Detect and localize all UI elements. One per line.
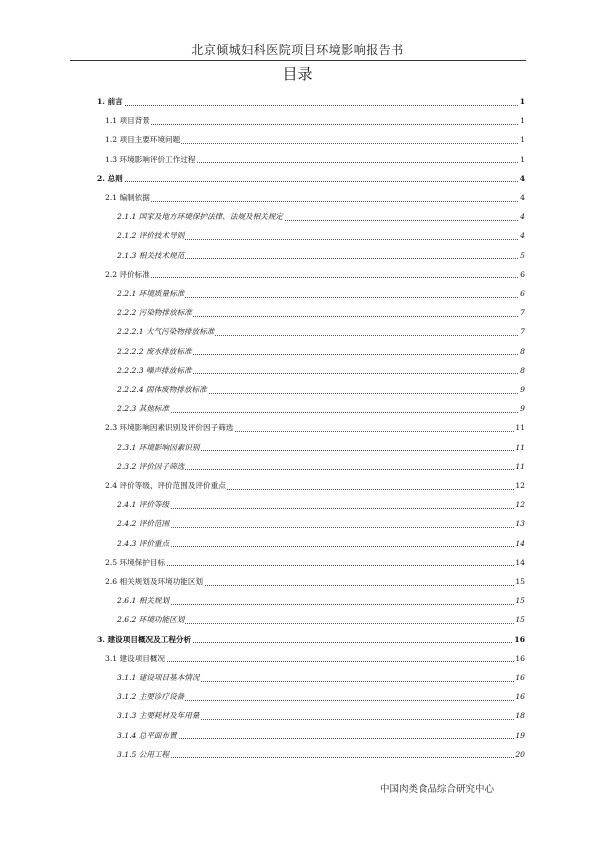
toc-entry[interactable] xyxy=(0,499,595,513)
toc-entry[interactable] xyxy=(0,346,595,360)
toc-entry[interactable] xyxy=(0,326,595,340)
toc-dot-leader xyxy=(96,105,520,106)
toc-entry-label: 2.6.2 环境功能区划 xyxy=(117,615,185,625)
toc-entry-label: 1. 前言 xyxy=(97,97,123,106)
toc-entry[interactable] xyxy=(0,749,595,763)
toc-entry-page: 5 xyxy=(520,250,525,260)
toc-entry-page: 11 xyxy=(515,442,525,452)
toc-entry[interactable] xyxy=(0,595,595,609)
toc-entry-page: 12 xyxy=(515,500,525,510)
toc-title: 目录 xyxy=(282,65,313,83)
toc-entry-label: 2.1.3 相关技术规范 xyxy=(117,250,185,260)
toc-entry[interactable] xyxy=(0,250,595,264)
toc-entry-page: 8 xyxy=(520,365,525,375)
toc-entry-label: 2.3.1 环境影响因素识别 xyxy=(117,442,200,452)
toc-entry-page: 19 xyxy=(515,730,525,740)
toc-entry[interactable] xyxy=(0,230,595,244)
toc-entry-page: 14 xyxy=(515,557,525,567)
toc-entry-label: 2.1 编制依据 xyxy=(105,193,150,202)
toc-dot-leader xyxy=(96,181,520,182)
toc-entry-page: 11 xyxy=(515,423,525,433)
toc-entry[interactable] xyxy=(0,691,595,705)
toc-entry-page: 16 xyxy=(515,653,525,663)
toc-dot-leader xyxy=(104,201,520,202)
toc-entry-label: 2. 总则 xyxy=(97,173,123,183)
toc-entry-page: 11 xyxy=(515,461,525,471)
toc-entry[interactable] xyxy=(0,634,595,648)
toc-entry-label: 2.1.2 评价技术导则 xyxy=(117,231,185,241)
toc-entry-label: 2.4 评价等级、评价范围及评价重点 xyxy=(105,481,226,490)
toc-entry-label: 2.4.2 评价范围 xyxy=(117,519,170,529)
toc-entry-label: 1.2 项目主要环境问题 xyxy=(105,135,181,145)
toc-entry[interactable] xyxy=(0,211,595,225)
toc-entry-label: 3.1.1 建设项目基本情况 xyxy=(117,673,200,682)
toc-entry-label: 1.1 项目背景 xyxy=(105,116,150,126)
toc-entry-page: 15 xyxy=(515,615,525,625)
toc-entry-page: 9 xyxy=(520,385,525,394)
toc-entry-label: 2.4.1 评价等级 xyxy=(117,500,170,510)
toc-dot-leader xyxy=(116,412,520,413)
toc-entry-label: 2.6.1 相关规划 xyxy=(117,596,170,606)
footer-organization: 中国肉类食品综合研究中心 xyxy=(380,784,495,795)
toc-entry-page: 14 xyxy=(515,538,525,548)
toc-entry-page: 16 xyxy=(514,634,525,644)
toc-entry[interactable] xyxy=(0,384,595,398)
toc-entry-label: 2.6 相关规划及环境功能区划 xyxy=(105,577,204,586)
toc-entry-label: 2.4.3 评价重点 xyxy=(117,538,170,548)
toc-entry-label: 3.1 建设项目概况 xyxy=(105,653,166,663)
toc-entry-label: 2.2.2 污染物排放标准 xyxy=(117,308,192,318)
toc-dot-leader xyxy=(116,757,520,758)
toc-entry[interactable] xyxy=(0,154,595,168)
toc-entry-label: 2.2 评价标准 xyxy=(105,269,150,279)
toc-entry-page: 16 xyxy=(515,692,525,702)
toc-entry-label: 3.1.5 公用工程 xyxy=(117,749,170,759)
toc-entry[interactable] xyxy=(0,538,595,552)
toc-entry-label: 2.2.1 环境质量标准 xyxy=(117,289,185,298)
toc-entry-page: 9 xyxy=(520,404,525,414)
toc-entry[interactable] xyxy=(0,403,595,417)
toc-entry-label: 2.2.2.3 噪声排放标准 xyxy=(117,365,192,375)
toc-dot-leader xyxy=(104,565,520,566)
toc-entry-label: 2.3 环境影响因素识别及评价因子筛选 xyxy=(105,423,234,433)
toc-entry-page: 13 xyxy=(515,519,525,529)
toc-entry[interactable] xyxy=(0,307,595,321)
toc-entry[interactable] xyxy=(0,269,595,283)
toc-entry-page: 1 xyxy=(520,116,525,126)
toc-entry-label: 3.1.2 主要诊疗设备 xyxy=(117,692,185,702)
toc-entry-label: 3.1.3 主要耗材及年用量 xyxy=(117,711,200,721)
toc-entry-label: 3.1.4 总平面布置 xyxy=(117,730,177,740)
toc-entry-label: 2.5 环境保护目标 xyxy=(105,557,166,567)
toc-dot-leader xyxy=(116,527,520,528)
toc-entry-page: 18 xyxy=(515,711,525,721)
toc-entry[interactable] xyxy=(0,730,595,744)
toc-entry-page: 16 xyxy=(515,673,525,682)
toc-dot-leader xyxy=(104,277,520,278)
toc-entry-page: 12 xyxy=(515,481,525,490)
toc-entry[interactable] xyxy=(0,192,595,206)
toc-entry[interactable] xyxy=(0,173,595,187)
toc-entry-page: 4 xyxy=(520,231,525,241)
toc-entry[interactable] xyxy=(0,422,595,436)
toc-entry-label: 1.3 环境影响评价工作过程 xyxy=(105,154,196,164)
toc-entry[interactable] xyxy=(0,576,595,590)
toc-entry[interactable] xyxy=(0,96,595,110)
toc-entry-label: 3. 建设项目概况及工程分析 xyxy=(97,634,192,644)
toc-entry[interactable] xyxy=(0,614,595,628)
toc-entry-label: 2.2.2.2 废水排放标准 xyxy=(117,346,192,356)
toc-entry-page: 4 xyxy=(519,173,525,183)
toc-entry-label: 2.2.2.1 大气污染物排放标准 xyxy=(117,327,215,337)
toc-entry-page: 4 xyxy=(520,193,525,202)
toc-dot-leader xyxy=(104,124,520,125)
toc-entry-page: 20 xyxy=(515,749,525,759)
toc-entry-label: 2.1.1 国家及地方环境保护法律、法规及相关规定 xyxy=(117,212,284,222)
toc-entry[interactable] xyxy=(0,480,595,494)
toc-entry-label: 2.3.2 评价因子筛选 xyxy=(117,461,185,471)
toc-entry-label: 2.2.3 其他标准 xyxy=(117,404,170,414)
toc-entry-label: 2.2.2.4 固体废物排放标准 xyxy=(117,385,207,394)
toc-dot-leader xyxy=(116,508,520,509)
toc-entry-page: 8 xyxy=(520,346,525,356)
toc-entry[interactable] xyxy=(0,672,595,686)
toc-entry[interactable] xyxy=(0,653,595,667)
toc-entry-page: 7 xyxy=(520,327,525,337)
toc-entry-page: 7 xyxy=(520,308,525,318)
toc-entry-page: 4 xyxy=(520,212,525,222)
toc-entry-page: 15 xyxy=(515,596,525,606)
running-header-title: 北京倾城妇科医院项目环境影响报告书 xyxy=(191,43,404,57)
toc-entry[interactable] xyxy=(0,518,595,532)
toc-entry[interactable] xyxy=(0,288,595,302)
toc-entry-page: 1 xyxy=(519,97,525,106)
toc-entry[interactable] xyxy=(0,134,595,148)
toc-entry-page: 6 xyxy=(520,269,525,279)
toc-dot-leader xyxy=(116,604,520,605)
toc-entry-page: 1 xyxy=(520,135,525,145)
toc-entry[interactable] xyxy=(0,442,595,456)
toc-dot-leader xyxy=(104,661,520,662)
toc-entry-page: 6 xyxy=(520,289,525,298)
toc-entry[interactable] xyxy=(0,365,595,379)
toc-entry[interactable] xyxy=(0,461,595,475)
toc-dot-leader xyxy=(116,546,520,547)
toc-entry-page: 1 xyxy=(520,154,525,164)
toc-entry[interactable] xyxy=(0,557,595,571)
toc-entry-page: 15 xyxy=(515,577,525,586)
toc-entry[interactable] xyxy=(0,115,595,129)
header-divider xyxy=(70,60,526,61)
toc-entry[interactable] xyxy=(0,710,595,724)
